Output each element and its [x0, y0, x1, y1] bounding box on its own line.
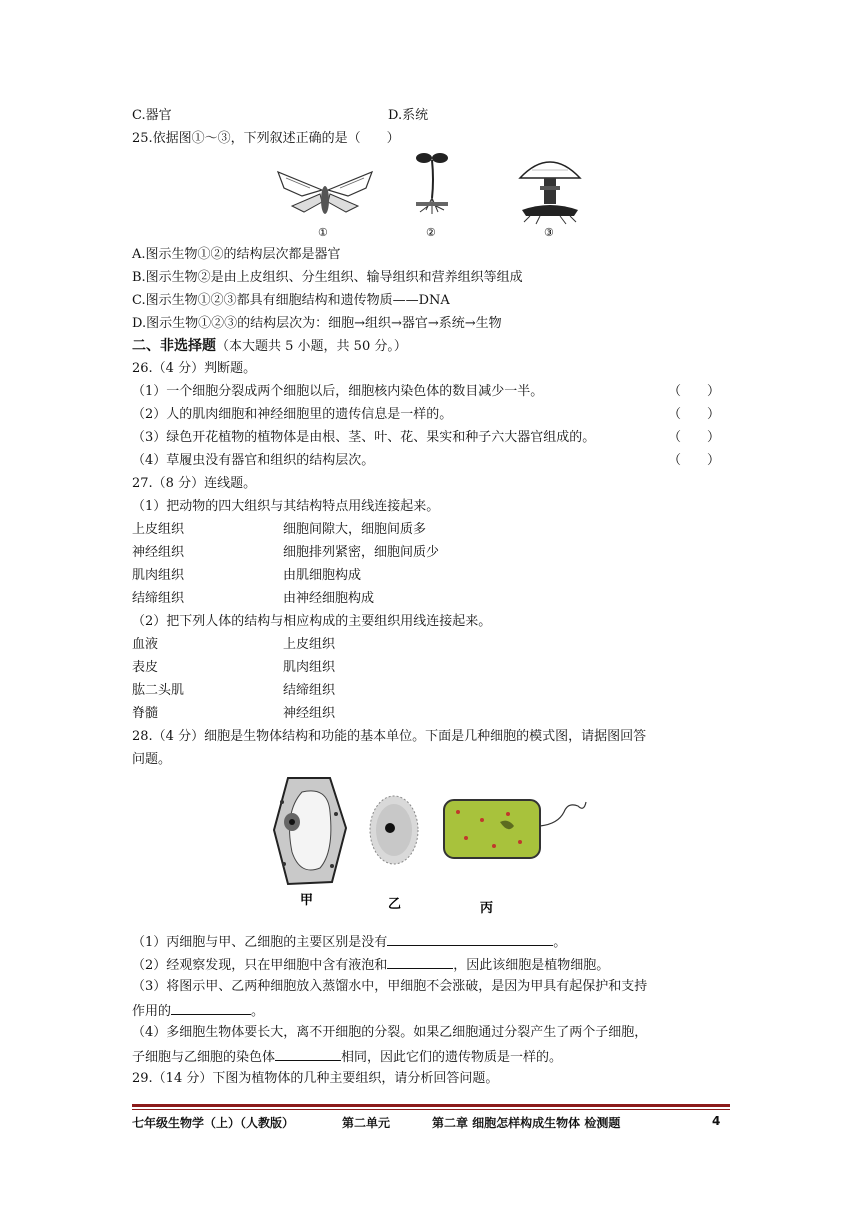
animal-cell-figure — [370, 796, 418, 864]
q27-right2-1: 上皮组织 — [283, 637, 336, 652]
cell-label-yi: 乙 — [388, 897, 402, 912]
cell-label-jia: 甲 — [300, 893, 314, 908]
cell-label-bing: 丙 — [480, 901, 494, 916]
q28-sub1-text: （1）丙细胞与甲、乙细胞的主要区别是没有 — [132, 935, 388, 950]
q27-left2-1: 血液 — [132, 637, 159, 652]
q28-cell-figures — [268, 772, 598, 920]
q27-right1-4: 由神经细胞构成 — [283, 591, 375, 606]
page-number: 4 — [712, 1114, 721, 1128]
q28-sub4-text: 子细胞与乙细胞的染色体 — [132, 1050, 276, 1065]
q24-option-d: D.系统 — [388, 108, 429, 123]
q28-blank-1[interactable] — [387, 931, 553, 946]
q26-item-1: （1）一个细胞分裂成两个细胞以后，细胞核内染色体的数目减少一半。 — [132, 384, 544, 399]
q25-option-a: A.图示生物①②的结构层次都是器官 — [132, 247, 341, 262]
q27-part2: （2）把下列人体的结构与相应构成的主要组织用线连接起来。 — [132, 614, 492, 629]
q27-part1: （1）把动物的四大组织与其结构特点用线连接起来。 — [132, 499, 440, 514]
footer-unit: 第二单元 — [342, 1116, 391, 1130]
q24-option-c: C.器官 — [132, 108, 172, 123]
section2-note: （本大题共 5 小题，共 50 分。） — [216, 339, 407, 354]
moth-figure — [278, 172, 372, 214]
q26-stem: 26.（4 分）判断题。 — [132, 361, 257, 376]
q28-sub3-end: 。 — [251, 1004, 265, 1019]
q26-item-3: （3）绿色开花植物的植物体是由根、茎、叶、花、果实和种子六大器官组成的。 — [132, 430, 596, 445]
q28-sub-2 — [132, 954, 609, 976]
q28-sub-1 — [132, 931, 566, 953]
section2-title: 二、非选择题 — [132, 338, 216, 354]
q27-left2-2: 表皮 — [132, 660, 159, 675]
fig3-label: ③ — [544, 226, 554, 239]
fig1-label: ① — [318, 226, 328, 239]
q27-right1-2: 细胞排列紧密，细胞间质少 — [283, 545, 440, 560]
section2-heading — [132, 336, 407, 357]
q27-right2-4: 神经组织 — [283, 706, 336, 721]
q27-left2-4: 脊髓 — [132, 706, 159, 721]
q28-blank-4[interactable] — [275, 1046, 341, 1061]
q27-left1-2: 神经组织 — [132, 545, 185, 560]
plant-cell-figure — [274, 778, 346, 884]
footer-course: 七年级生物学（上）（人教版） — [132, 1116, 295, 1130]
q25-option-d: D.图示生物①②③的结构层次为：细胞→组织→器官→系统→生物 — [132, 316, 502, 331]
q25-stem: 25.依据图①～③，下列叙述正确的是（ ） — [132, 131, 400, 146]
q26-answer-1[interactable]: （ ） — [668, 384, 721, 399]
q25-option-b: B.图示生物②是由上皮组织、分生组织、输导组织和营养组织等组成 — [132, 270, 523, 285]
q27-left1-3: 肌肉组织 — [132, 568, 185, 583]
q26-answer-3[interactable]: （ ） — [668, 430, 721, 445]
q26-answer-2[interactable]: （ ） — [668, 407, 721, 422]
q28-sub2-end: ，因此该细胞是植物细胞。 — [453, 958, 610, 973]
q26-answer-4[interactable]: （ ） — [668, 453, 721, 468]
q28-sub-4a: （4）多细胞生物体要长大，离不开细胞的分裂。如果乙细胞通过分裂产生了两个子细胞， — [132, 1025, 648, 1040]
fig2-label: ② — [426, 226, 436, 239]
q27-right1-1: 细胞间隙大，细胞间质多 — [283, 522, 427, 537]
q27-right1-3: 由肌细胞构成 — [283, 568, 362, 583]
q27-right2-2: 肌肉组织 — [283, 660, 336, 675]
q29-stem: 29.（14 分）下图为植物体的几种主要组织，请分析回答问题。 — [132, 1071, 499, 1086]
q28-sub2-text: （2）经观察发现，只在甲细胞中含有液泡和 — [132, 958, 388, 973]
q28-stem-1: 28.（4 分）细胞是生物体结构和功能的基本单位。下面是几种细胞的模式图，请据图回答 — [132, 729, 647, 744]
q28-sub3-text: 作用的 — [132, 1004, 172, 1019]
q28-sub-4b — [132, 1046, 562, 1068]
q26-item-4: （4）草履虫没有器官和组织的结构层次。 — [132, 453, 375, 468]
footer-rule-thin — [132, 1109, 730, 1110]
q25-option-c: C.图示生物①②③都具有细胞结构和遗传物质——DNA — [132, 293, 450, 308]
q28-stem-2: 问题。 — [132, 752, 172, 767]
q27-left1-1: 上皮组织 — [132, 522, 185, 537]
q28-sub-3b — [132, 1000, 264, 1022]
mushroom-figure — [520, 162, 580, 224]
q27-left1-4: 结缔组织 — [132, 591, 185, 606]
q28-blank-2[interactable] — [387, 954, 453, 969]
q27-stem: 27.（8 分）连线题。 — [132, 476, 257, 491]
footer-rule-thick — [132, 1104, 730, 1107]
q25-figures — [270, 150, 600, 242]
q28-sub1-end: 。 — [553, 935, 567, 950]
seedling-figure — [416, 153, 448, 214]
q28-sub4-end: 相同，因此它们的遗传物质是一样的。 — [341, 1050, 563, 1065]
q27-left2-3: 肱二头肌 — [132, 683, 185, 698]
q28-blank-3[interactable] — [171, 1000, 251, 1015]
q28-sub-3a: （3）将图示甲、乙两种细胞放入蒸馏水中，甲细胞不会涨破，是因为甲具有起保护和支持 — [132, 979, 648, 994]
footer-chapter: 第二章 细胞怎样构成生物体 检测题 — [432, 1116, 621, 1130]
q27-right2-3: 结缔组织 — [283, 683, 336, 698]
bacterium-figure — [444, 800, 586, 858]
q26-item-2: （2）人的肌肉细胞和神经细胞里的遗传信息是一样的。 — [132, 407, 453, 422]
